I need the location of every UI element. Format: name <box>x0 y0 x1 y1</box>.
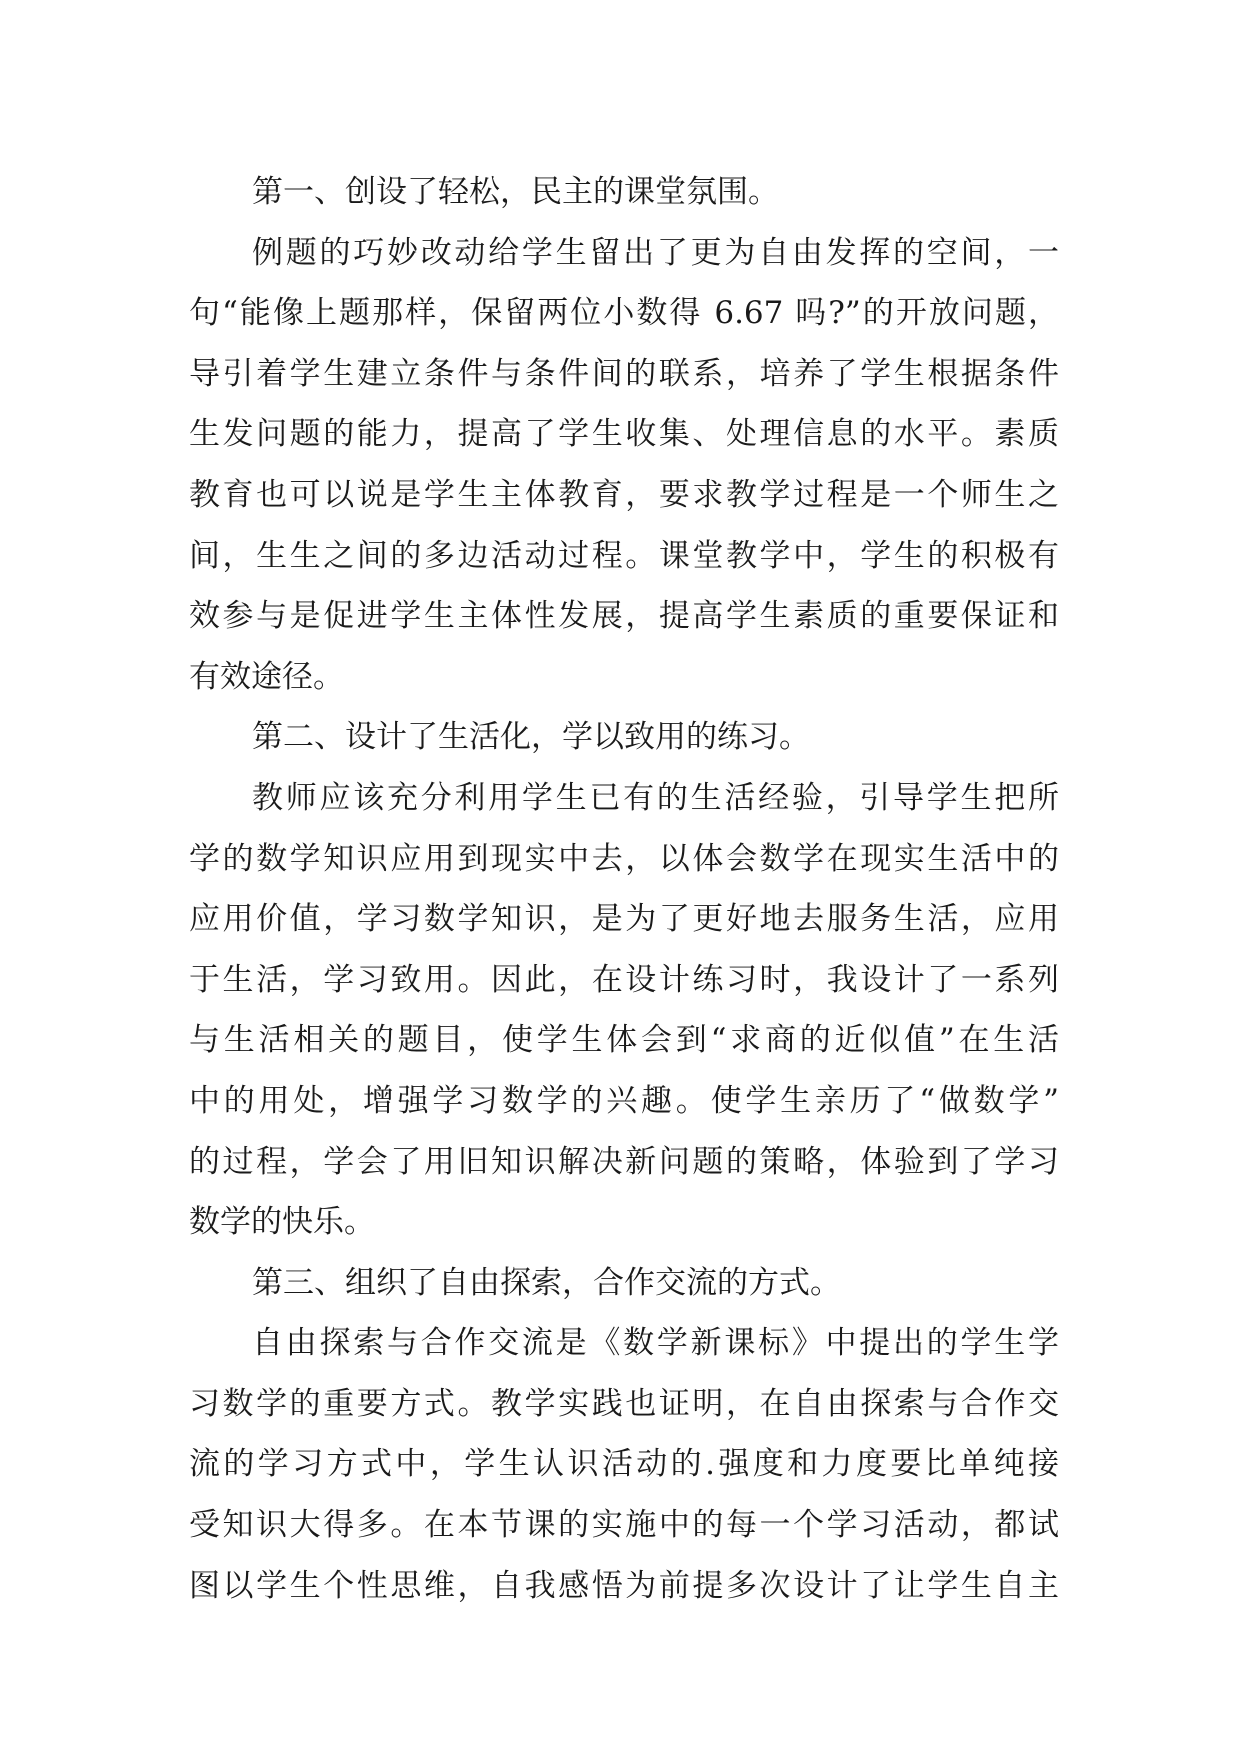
document-body <box>189 162 1059 1616</box>
text-line: 有效途径。 <box>189 658 344 695</box>
text-line: 应用价值，学习数学知识，是为了更好地去服务生活，应用 <box>189 901 1059 938</box>
paragraph-first-line: 例题的巧妙改动给学生留出了更为自由发挥的空间，一 <box>252 234 1059 271</box>
paragraph-first-line: 第三、组织了自由探索，合作交流的方式。 <box>252 1264 841 1301</box>
text-line: 中的用处，增强学习数学的兴趣。使学生亲历了“做数学” <box>189 1082 1059 1119</box>
text-line: 流的学习方式中，学生认识活动的.强度和力度要比单纯接 <box>189 1446 1059 1483</box>
text-line: 学的数学知识应用到现实中去，以体会数学在现实生活中的 <box>189 840 1059 877</box>
text-line: 与生活相关的题目，使学生体会到“求商的近似值”在生活 <box>189 1022 1059 1059</box>
text-line: 句“能像上题那样，保留两位小数得 6.67 吗?”的开放问题， <box>189 295 1059 332</box>
text-line: 效参与是促进学生主体性发展，提高学生素质的重要保证和 <box>189 598 1059 635</box>
paragraph-first-line: 教师应该充分利用学生已有的生活经验，引导学生把所 <box>252 779 1059 816</box>
text-line: 于生活，学习致用。因此，在设计练习时，我设计了一系列 <box>189 961 1059 998</box>
paragraph-first-line: 第一、创设了轻松，民主的课堂氛围。 <box>252 174 779 210</box>
text-line: 导引着学生建立条件与条件间的联系，培养了学生根据条件 <box>189 355 1059 392</box>
paragraph-first-line: 第二、设计了生活化，学以致用的练习。 <box>252 719 810 756</box>
text-line: 习数学的重要方式。教学实践也证明，在自由探索与合作交 <box>189 1385 1059 1422</box>
text-line: 的过程，学会了用旧知识解决新问题的策略，体验到了学习 <box>189 1143 1059 1180</box>
text-line: 数学的快乐。 <box>189 1204 375 1241</box>
text-line: 间，生生之间的多边活动过程。课堂教学中，学生的积极有 <box>189 537 1059 574</box>
text-line: 生发问题的能力，提高了学生收集、处理信息的水平。素质 <box>189 416 1059 453</box>
text-line: 受知识大得多。在本节课的实施中的每一个学习活动，都试 <box>189 1507 1059 1544</box>
text-line: 图以学生个性思维，自我感悟为前提多次设计了让学生自主 <box>189 1567 1059 1604</box>
text-line: 教育也可以说是学生主体教育，要求教学过程是一个师生之 <box>189 476 1059 513</box>
paragraph-first-line: 自由探索与合作交流是《数学新课标》中提出的学生学 <box>252 1325 1059 1362</box>
